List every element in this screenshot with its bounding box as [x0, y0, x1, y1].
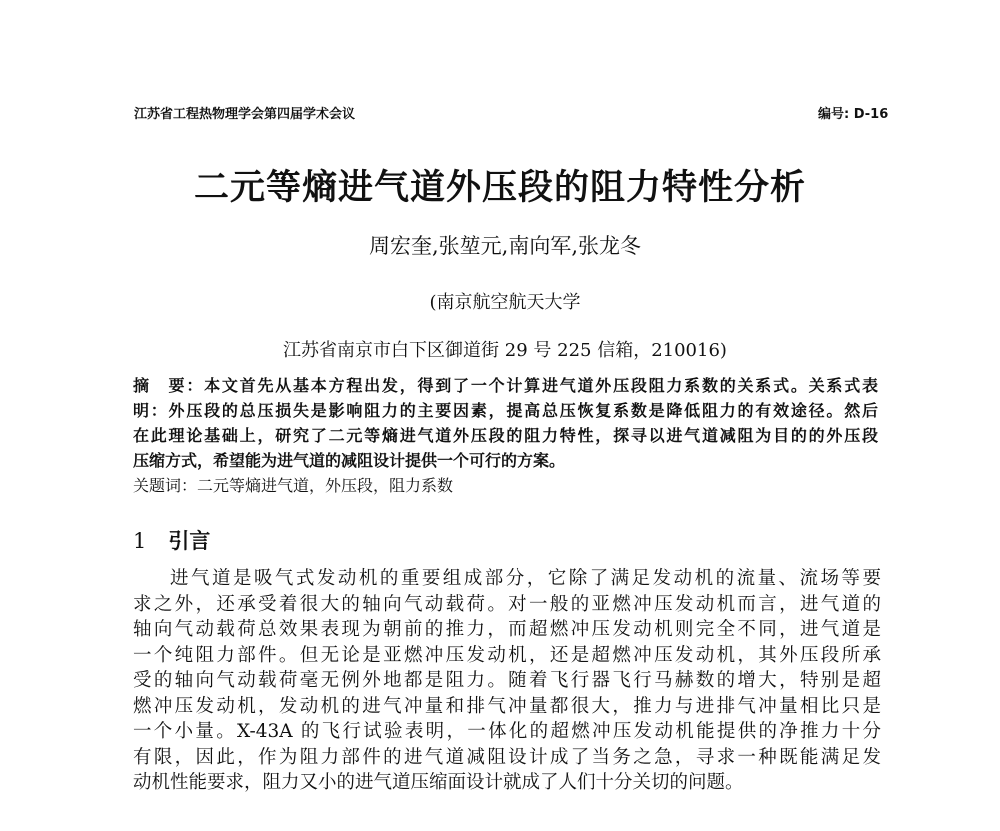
body-paragraph — [133, 566, 881, 796]
body-line: 燃冲压发动机，发动机的进气冲量和排气冲量都很大，推力与进排气冲量相比只是 — [133, 695, 881, 717]
section-number: 1 — [133, 529, 147, 553]
abstract — [133, 373, 878, 498]
body-line: 轴向气动载荷总效果表现为朝前的推力，而超燃冲压发动机则完全不同，进气道是 — [133, 619, 881, 640]
abstract-line: 摘 要：本文首先从基本方程出发，得到了一个计算进气道外压段阻力系数的关系式。关系式表 — [133, 376, 878, 395]
abstract-line: 压缩方式，希望能为进气道的减阻设计提供一个可行的方案。 — [133, 451, 566, 470]
affiliation: (南京航空航天大学 — [429, 292, 581, 313]
paper-number: 编号: D-16 — [818, 107, 889, 122]
body-line: 进气道是吸气式发动机的重要组成部分，它除了满足发动机的流量、流场等要 — [170, 568, 881, 589]
body-line: 有限，因此，作为阻力部件的进气道减阻设计成了当务之急，寻求一种既能满足发 — [133, 746, 881, 768]
section-heading — [133, 525, 210, 555]
body-line: 一个纯阻力部件。但无论是亚燃冲压发动机，还是超燃冲压发动机，其外压段所承 — [133, 644, 881, 666]
paper-title: 二元等熵进气道外压段的阻力特性分析 — [193, 168, 806, 208]
keywords: 关题词：二元等熵进气道，外压段，阻力系数 — [133, 476, 454, 495]
abstract-line: 在此理论基础上，研究了二元等熵进气道外压段的阻力特性，探寻以进气道减阻为目的的外压段 — [133, 426, 878, 445]
address: 江苏省南京市白下区御道街 29 号 225 信箱，210016) — [283, 340, 727, 361]
section-title: 引言 — [168, 529, 211, 553]
body-line: 一个小量。X-43A 的飞行试验表明，一体化的超燃冲压发动机能提供的净推力十分 — [133, 721, 881, 742]
body-line: 动机性能要求，阻力又小的进气道压缩面设计就成了人们十分关切的问题。 — [133, 772, 744, 793]
conference-name: 江苏省工程热物理学会第四届学术会议 — [134, 107, 356, 122]
authors: 周宏奎,张堃元,南向军,张龙冬 — [368, 234, 642, 258]
body-line: 受的轴向气动载荷毫无例外地都是阻力。随着飞行器飞行马赫数的增大，特别是超 — [133, 670, 881, 691]
body-line: 求之外，还承受着很大的轴向气动载荷。对一般的亚燃冲压发动机而言，进气道的 — [133, 593, 881, 615]
abstract-line: 明：外压段的总压损失是影响阻力的主要因素，提高总压恢复系数是降低阻力的有效途径。然后 — [133, 401, 878, 420]
